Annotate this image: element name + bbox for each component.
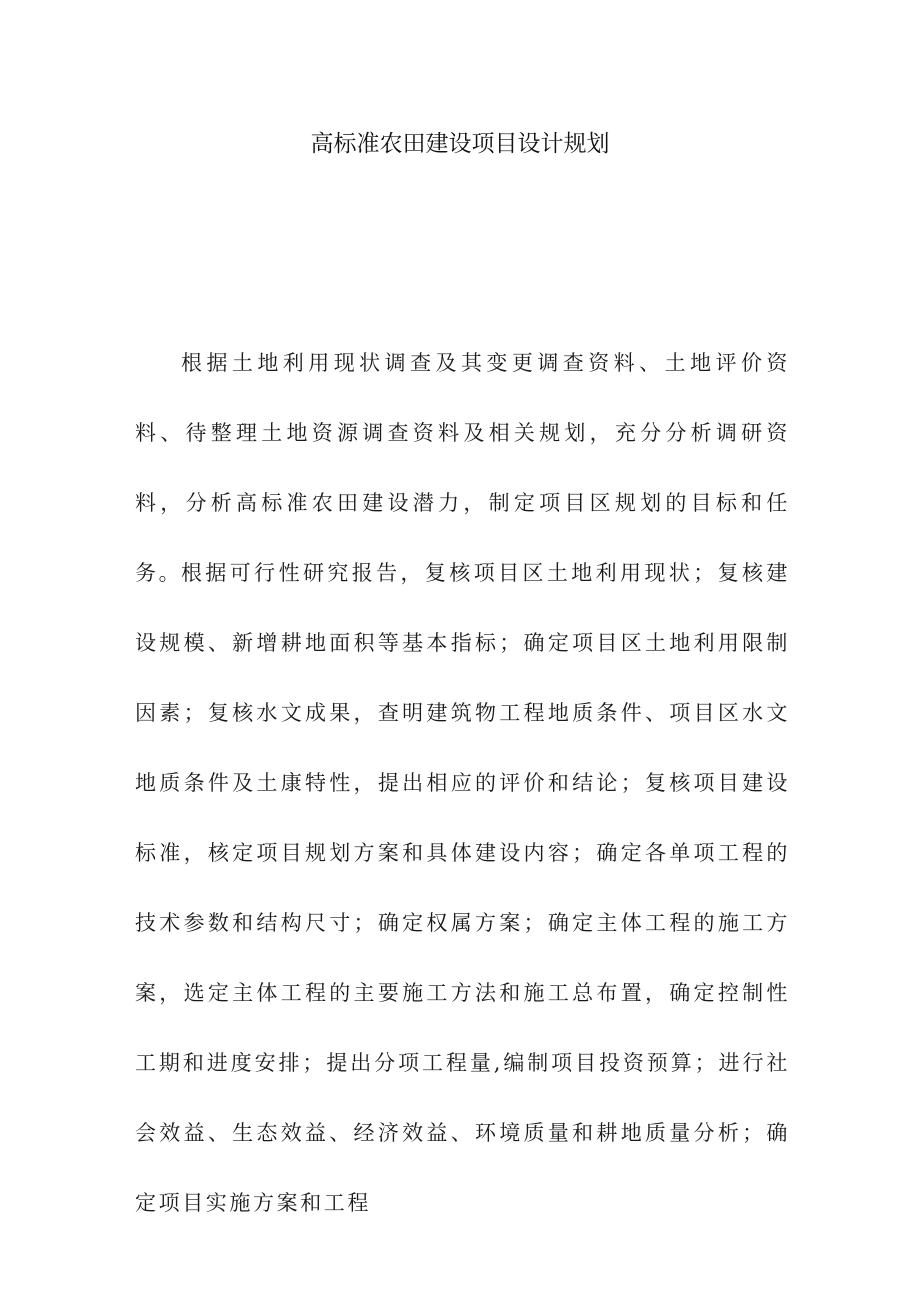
- paragraph-1: 根据土地利用现状调查及其变更调查资料、土地评价资料、待整理土地资源调查资料及相关规划，充分分析调研资料，分析高标准农田建设潜力，制定项目区规划的目标和任务。: [135, 351, 790, 585]
- document-title: 高标准农田建设项目设计规划: [310, 131, 610, 157]
- paragraph-2: 根据可行性研究报告，复核项目区土地利用现状；复核建设规模、新增耕地面积等基本指标；确定项目区土地利用限制因素；复核水文成果，查明建筑物工程地质条件、项目区水文地质条件及土康特性，提出相应的评价和结论；复核项目建设标准，核定项目规划方案和具体建设内容；确定各单项工程的技术参数和结构尺寸；确定权属方案；确定主体工程的施工方案，选定主体工程的主要施工方法和施工总布置，确定控制性工期和进度安排；提出分项工程量,编制项目投资预算；进行社会效益、生态效益、经济效益、环境质量和耕地质量分析；确定项目实施方案和工程: [135, 561, 790, 1215]
- paragraph-block-2: [135, 538, 790, 1238]
